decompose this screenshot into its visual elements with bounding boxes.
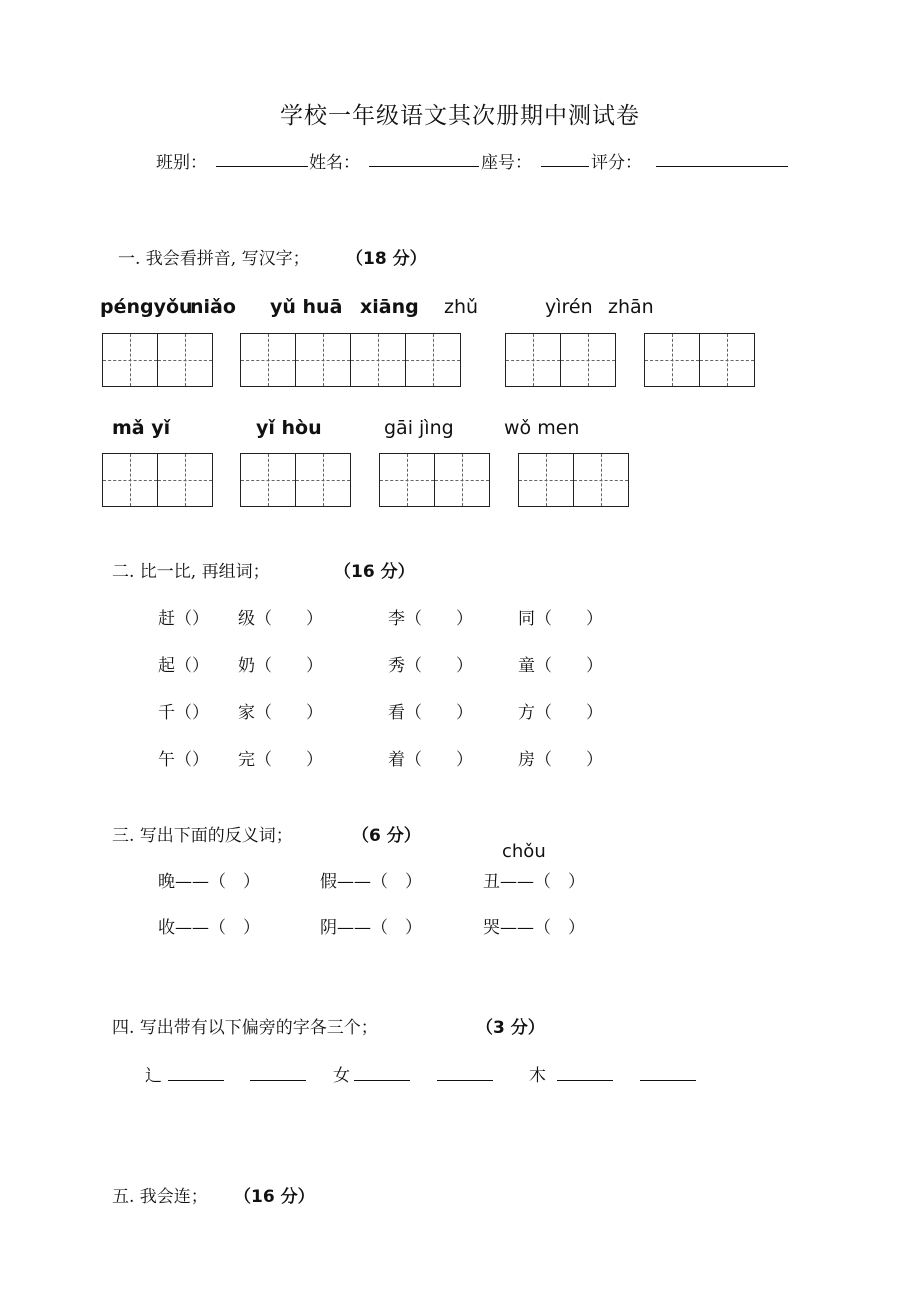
answer-blank[interactable] [250,1064,306,1081]
name-label: 姓名： [309,153,360,173]
writing-grid-3[interactable] [505,333,616,387]
pinyin-7: zhān [608,296,654,318]
pinyin-9: yǐ hòu [256,417,322,439]
radical-nv: 女 [333,1066,350,1086]
compare-item: 奶（ ） [238,656,323,676]
name-field[interactable] [369,152,479,167]
pinyin-5: zhǔ [444,296,479,318]
pinyin-3: yǔ huā [270,296,343,318]
compare-item: 起（） [158,656,209,676]
writing-grid-7[interactable] [379,453,490,507]
compare-item: 秀（ ） [388,656,473,676]
compare-item: 同（ ） [518,609,603,629]
writing-grid-4[interactable] [644,333,755,387]
writing-grid-1[interactable] [102,333,213,387]
compare-item: 级（ ） [238,609,323,629]
antonym-item: 丑——（ ） [483,872,585,892]
writing-grid-5[interactable] [102,453,213,507]
class-label: 班别： [156,153,207,173]
pinyin-6: yìrén [545,296,593,318]
pinyin-11: wǒ men [504,417,580,439]
compare-item: 房（ ） [518,750,603,770]
answer-blank[interactable] [640,1064,696,1081]
compare-item: 赶（） [158,609,209,629]
answer-blank[interactable] [168,1064,224,1081]
score-field[interactable] [656,152,788,167]
radical-mu: 木 [529,1066,546,1086]
answer-blank[interactable] [557,1064,613,1081]
pinyin-8: mǎ yǐ [112,417,171,439]
page-title: 学校一年级语文其次册期中测试卷 [280,103,640,129]
compare-item: 家（ ） [238,703,323,723]
section-3-heading: 三. 写出下面的反义词； [112,826,293,846]
pinyin-2: niǎo [190,296,236,318]
section-4-score: （3 分） [476,1018,545,1038]
seat-label: 座号： [481,153,532,173]
section-2-heading: 二. 比一比, 再组词； [112,562,270,582]
compare-item: 完（ ） [238,750,323,770]
section-4-heading: 四. 写出带有以下偏旁的字各三个； [112,1018,378,1038]
pinyin-10: gāi jìng [384,417,454,439]
section-2-score: （16 分） [334,562,415,582]
writing-grid-8[interactable] [518,453,629,507]
compare-item: 看（ ） [388,703,473,723]
compare-item: 李（ ） [388,609,473,629]
writing-grid-6[interactable] [240,453,351,507]
compare-item: 方（ ） [518,703,603,723]
antonym-item: 晚——（ ） [158,872,260,892]
section-1-score: （18 分） [346,249,427,269]
compare-item: 千（） [158,703,209,723]
pinyin-1: péngyǒu [100,296,193,318]
answer-blank[interactable] [437,1064,493,1081]
section-5-score: （16 分） [234,1187,315,1207]
antonym-item: 哭——（ ） [483,918,585,938]
antonym-item: 收——（ ） [158,918,260,938]
compare-item: 午（） [158,750,209,770]
section-3-score: （6 分） [352,826,421,846]
pinyin-chou: chǒu [502,841,546,862]
class-field[interactable] [216,152,308,167]
seat-field[interactable] [541,152,589,167]
compare-item: 着（ ） [388,750,473,770]
compare-item: 童（ ） [518,656,603,676]
score-label: 评分： [591,153,642,173]
section-5-heading: 五. 我会连； [112,1187,208,1207]
answer-blank[interactable] [354,1064,410,1081]
antonym-item: 假——（ ） [320,872,422,892]
section-1-heading: 一. 我会看拼音, 写汉字； [118,249,310,269]
radical-chuo: 辶 [145,1066,162,1086]
writing-grid-2[interactable] [240,333,461,387]
antonym-item: 阴——（ ） [320,918,422,938]
pinyin-4: xiāng [360,296,419,318]
